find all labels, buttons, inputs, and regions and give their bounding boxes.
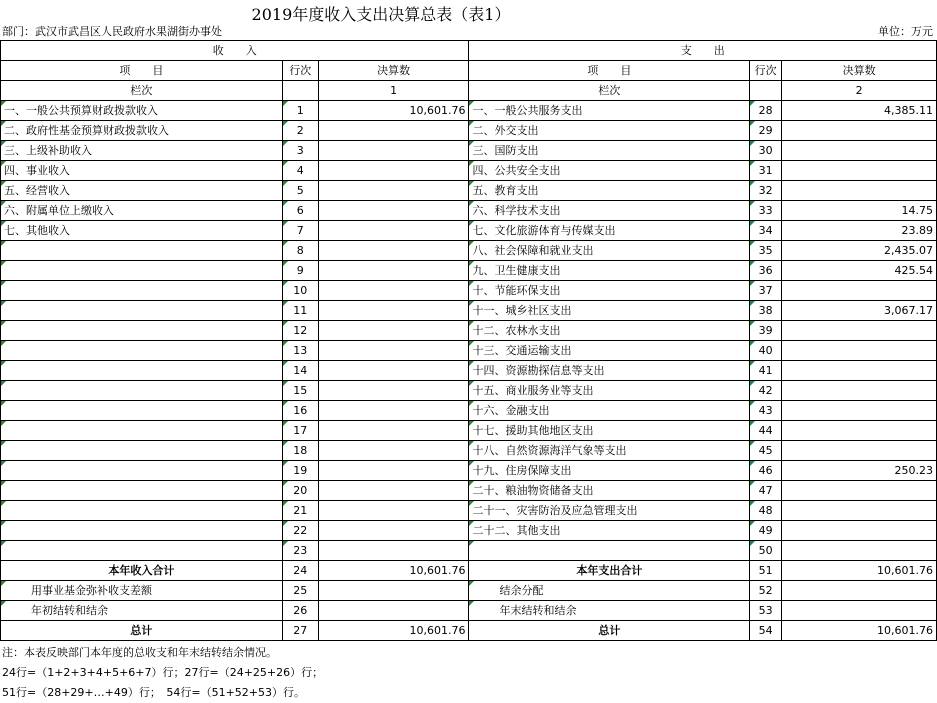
- expense-row-number: 42: [750, 381, 782, 401]
- income-item: [1, 421, 283, 441]
- footnotes: [2, 643, 323, 703]
- expense-amount: [782, 481, 937, 501]
- income-amount: [318, 301, 469, 321]
- income-amount-header: 决算数: [318, 61, 469, 81]
- expense-amount: 425.54: [782, 261, 937, 281]
- expense-amount: [782, 521, 937, 541]
- expense-amount: [782, 581, 937, 601]
- expense-item: 十六、金融支出: [469, 401, 750, 421]
- table-row: [1, 501, 937, 521]
- expense-grand-total-amount: 10,601.76: [782, 621, 937, 641]
- income-lanci-blank: [282, 81, 318, 101]
- income-row-number: 11: [282, 301, 318, 321]
- expense-extra-item: 结余分配: [469, 581, 750, 601]
- expense-row-number: 28: [750, 101, 782, 121]
- income-item: [1, 361, 283, 381]
- income-amount: [318, 441, 469, 461]
- income-rowno-header: 行次: [282, 61, 318, 81]
- income-amount: [318, 261, 469, 281]
- expense-lanci-label: 栏次: [469, 81, 750, 101]
- income-expense-table: [0, 40, 937, 641]
- footnote-line: 24行=（1+2+3+4+5+6+7）行；27行=（24+25+26）行；: [2, 666, 324, 679]
- expense-amount: 23.89: [782, 221, 937, 241]
- expense-year-total-number: 51: [750, 561, 782, 581]
- income-amount: [318, 121, 469, 141]
- expense-item-header: 项 目: [469, 61, 750, 81]
- table-row: [1, 541, 937, 561]
- expense-grand-total-label: 总计: [469, 621, 750, 641]
- table-row: [1, 341, 937, 361]
- expense-amount: [782, 441, 937, 461]
- expense-row-number: 29: [750, 121, 782, 141]
- income-item: [1, 301, 283, 321]
- expense-item: 十一、城乡社区支出: [469, 301, 750, 321]
- expense-amount-header: 决算数: [782, 61, 937, 81]
- income-item: 七、其他收入: [1, 221, 283, 241]
- expense-item: 四、公共安全支出: [469, 161, 750, 181]
- income-row-number: 17: [282, 421, 318, 441]
- income-item: [1, 261, 283, 281]
- income-item: [1, 241, 283, 261]
- table-row: [1, 181, 937, 201]
- expense-amount: 3,067.17: [782, 301, 937, 321]
- income-amount: [318, 541, 469, 561]
- expense-row-number: 38: [750, 301, 782, 321]
- income-item: 三、上级补助收入: [1, 141, 283, 161]
- expense-amount: [782, 341, 937, 361]
- table-row: [1, 401, 937, 421]
- expense-rowno-header: 行次: [750, 61, 782, 81]
- income-row-number: 2: [282, 121, 318, 141]
- table-row: [1, 461, 937, 481]
- income-year-total-amount: 10,601.76: [318, 561, 469, 581]
- income-item: [1, 441, 283, 461]
- income-item: [1, 321, 283, 341]
- income-row-number: 5: [282, 181, 318, 201]
- income-item: 四、事业收入: [1, 161, 283, 181]
- year-total-row: [1, 561, 937, 581]
- expense-item: [469, 541, 750, 561]
- income-amount: [318, 241, 469, 261]
- income-item: [1, 381, 283, 401]
- expense-amount: [782, 541, 937, 561]
- income-amount: [318, 421, 469, 441]
- expense-item: 二十一、灾害防治及应急管理支出: [469, 501, 750, 521]
- expense-lanci-blank: [750, 81, 782, 101]
- expense-year-total-amount: 10,601.76: [782, 561, 937, 581]
- income-year-total-label: 本年收入合计: [1, 561, 283, 581]
- expense-amount: [782, 421, 937, 441]
- income-column-number: 1: [318, 81, 469, 101]
- expense-row-number: 45: [750, 441, 782, 461]
- expense-row-number: 37: [750, 281, 782, 301]
- expense-section-header: 支 出: [469, 41, 937, 61]
- income-row-number: 9: [282, 261, 318, 281]
- expense-row-number: 32: [750, 181, 782, 201]
- income-row-number: 1: [282, 101, 318, 121]
- income-item: 一、一般公共预算财政拨款收入: [1, 101, 283, 121]
- income-row-number: 21: [282, 501, 318, 521]
- income-amount: 10,601.76: [318, 101, 469, 121]
- income-lanci-label: 栏次: [1, 81, 283, 101]
- income-amount: [318, 481, 469, 501]
- income-amount: [318, 401, 469, 421]
- income-item: 五、经营收入: [1, 181, 283, 201]
- expense-amount: [782, 361, 937, 381]
- expense-row-number: 47: [750, 481, 782, 501]
- expense-amount: [782, 161, 937, 181]
- income-row-number: 4: [282, 161, 318, 181]
- income-section-header: 收 入: [1, 41, 469, 61]
- expense-amount: [782, 181, 937, 201]
- table-row: [1, 261, 937, 281]
- expense-amount: [782, 401, 937, 421]
- expense-extra-item: 年末结转和结余: [469, 601, 750, 621]
- income-grand-total-label: 总计: [1, 621, 283, 641]
- income-amount: [318, 341, 469, 361]
- table-row: [1, 581, 937, 601]
- income-row-number: 26: [282, 601, 318, 621]
- expense-amount: [782, 501, 937, 521]
- expense-item: 一、一般公共服务支出: [469, 101, 750, 121]
- expense-row-number: 35: [750, 241, 782, 261]
- expense-row-number: 30: [750, 141, 782, 161]
- income-row-number: 12: [282, 321, 318, 341]
- expense-item: 八、社会保障和就业支出: [469, 241, 750, 261]
- expense-row-number: 34: [750, 221, 782, 241]
- income-year-total-number: 24: [282, 561, 318, 581]
- expense-row-number: 33: [750, 201, 782, 221]
- income-amount: [318, 521, 469, 541]
- table-row: [1, 481, 937, 501]
- section-header-row: [1, 41, 937, 61]
- grand-total-row: [1, 621, 937, 641]
- income-row-number: 16: [282, 401, 318, 421]
- income-amount: [318, 361, 469, 381]
- table-row: [1, 141, 937, 161]
- expense-item: 六、科学技术支出: [469, 201, 750, 221]
- table-row: [1, 281, 937, 301]
- table-row: [1, 601, 937, 621]
- expense-row-number: 36: [750, 261, 782, 281]
- table-row: [1, 361, 937, 381]
- income-amount: [318, 201, 469, 221]
- table-row: [1, 421, 937, 441]
- income-row-number: 10: [282, 281, 318, 301]
- expense-row-number: 52: [750, 581, 782, 601]
- income-row-number: 15: [282, 381, 318, 401]
- expense-row-number: 50: [750, 541, 782, 561]
- income-row-number: 18: [282, 441, 318, 461]
- table-row: [1, 201, 937, 221]
- expense-amount: [782, 141, 937, 161]
- expense-item: 五、教育支出: [469, 181, 750, 201]
- income-grand-total-number: 27: [282, 621, 318, 641]
- income-amount: [318, 321, 469, 341]
- expense-column-number: 2: [782, 81, 937, 101]
- expense-item: 二、外交支出: [469, 121, 750, 141]
- footnote-line: 注：本表反映部门本年度的总收支和年末结转结余情况。: [2, 646, 277, 659]
- expense-amount: 250.23: [782, 461, 937, 481]
- income-amount: [318, 181, 469, 201]
- income-row-number: 13: [282, 341, 318, 361]
- income-grand-total-amount: 10,601.76: [318, 621, 469, 641]
- lanci-row: [1, 81, 937, 101]
- table-row: [1, 521, 937, 541]
- expense-item: 七、文化旅游体育与传媒支出: [469, 221, 750, 241]
- expense-item: 二十、粮油物资储备支出: [469, 481, 750, 501]
- table-row: [1, 221, 937, 241]
- income-amount: [318, 381, 469, 401]
- report-title: 2019年度收入支出决算总表（表1）: [251, 5, 511, 24]
- expense-item: 十二、农林水支出: [469, 321, 750, 341]
- expense-row-number: 40: [750, 341, 782, 361]
- expense-row-number: 31: [750, 161, 782, 181]
- income-extra-item: 用事业基金弥补收支差额: [1, 581, 283, 601]
- expense-item: 十八、自然资源海洋气象等支出: [469, 441, 750, 461]
- income-row-number: 14: [282, 361, 318, 381]
- expense-amount: [782, 381, 937, 401]
- footnote-line: 51行=（28+29+…+49）行； 54行=（51+52+53）行。: [2, 686, 305, 699]
- unit-label: 单位：万元: [878, 25, 933, 38]
- income-item: 二、政府性基金预算财政拨款收入: [1, 121, 283, 141]
- income-amount: [318, 601, 469, 621]
- income-row-number: 7: [282, 221, 318, 241]
- expense-row-number: 44: [750, 421, 782, 441]
- expense-amount: [782, 601, 937, 621]
- table-row: [1, 121, 937, 141]
- income-row-number: 6: [282, 201, 318, 221]
- income-item: [1, 501, 283, 521]
- income-item: [1, 341, 283, 361]
- expense-row-number: 48: [750, 501, 782, 521]
- department-label: 部门：武汉市武昌区人民政府水果湖街办事处: [2, 25, 222, 38]
- income-amount: [318, 281, 469, 301]
- income-item: [1, 521, 283, 541]
- expense-item: 十三、交通运输支出: [469, 341, 750, 361]
- income-extra-item: 年初结转和结余: [1, 601, 283, 621]
- expense-amount: 14.75: [782, 201, 937, 221]
- income-item: [1, 401, 283, 421]
- expense-row-number: 49: [750, 521, 782, 541]
- income-row-number: 19: [282, 461, 318, 481]
- table-row: [1, 241, 937, 261]
- expense-amount: [782, 121, 937, 141]
- income-amount: [318, 581, 469, 601]
- expense-amount: 4,385.11: [782, 101, 937, 121]
- column-header-row: [1, 61, 937, 81]
- income-row-number: 8: [282, 241, 318, 261]
- table-row: [1, 301, 937, 321]
- income-amount: [318, 141, 469, 161]
- income-amount: [318, 461, 469, 481]
- income-item: 六、附属单位上缴收入: [1, 201, 283, 221]
- income-amount: [318, 221, 469, 241]
- expense-amount: 2,435.07: [782, 241, 937, 261]
- income-amount: [318, 161, 469, 181]
- income-item: [1, 541, 283, 561]
- table-row: [1, 441, 937, 461]
- income-item-header: 项 目: [1, 61, 283, 81]
- expense-item: 二十二、其他支出: [469, 521, 750, 541]
- expense-item: 十四、资源勘探信息等支出: [469, 361, 750, 381]
- income-row-number: 22: [282, 521, 318, 541]
- expense-amount: [782, 281, 937, 301]
- income-row-number: 23: [282, 541, 318, 561]
- expense-item: 三、国防支出: [469, 141, 750, 161]
- table-row: [1, 381, 937, 401]
- income-amount: [318, 501, 469, 521]
- table-row: [1, 321, 937, 341]
- income-row-number: 25: [282, 581, 318, 601]
- expense-row-number: 43: [750, 401, 782, 421]
- income-item: [1, 281, 283, 301]
- expense-year-total-label: 本年支出合计: [469, 561, 750, 581]
- expense-row-number: 46: [750, 461, 782, 481]
- expense-item: 十、节能环保支出: [469, 281, 750, 301]
- expense-item: 十九、住房保障支出: [469, 461, 750, 481]
- income-row-number: 20: [282, 481, 318, 501]
- expense-row-number: 41: [750, 361, 782, 381]
- expense-amount: [782, 321, 937, 341]
- expense-row-number: 39: [750, 321, 782, 341]
- income-item: [1, 461, 283, 481]
- expense-item: 十五、商业服务业等支出: [469, 381, 750, 401]
- expense-item: 十七、援助其他地区支出: [469, 421, 750, 441]
- income-row-number: 3: [282, 141, 318, 161]
- table-row: [1, 101, 937, 121]
- expense-grand-total-number: 54: [750, 621, 782, 641]
- expense-item: 九、卫生健康支出: [469, 261, 750, 281]
- expense-row-number: 53: [750, 601, 782, 621]
- income-item: [1, 481, 283, 501]
- table-row: [1, 161, 937, 181]
